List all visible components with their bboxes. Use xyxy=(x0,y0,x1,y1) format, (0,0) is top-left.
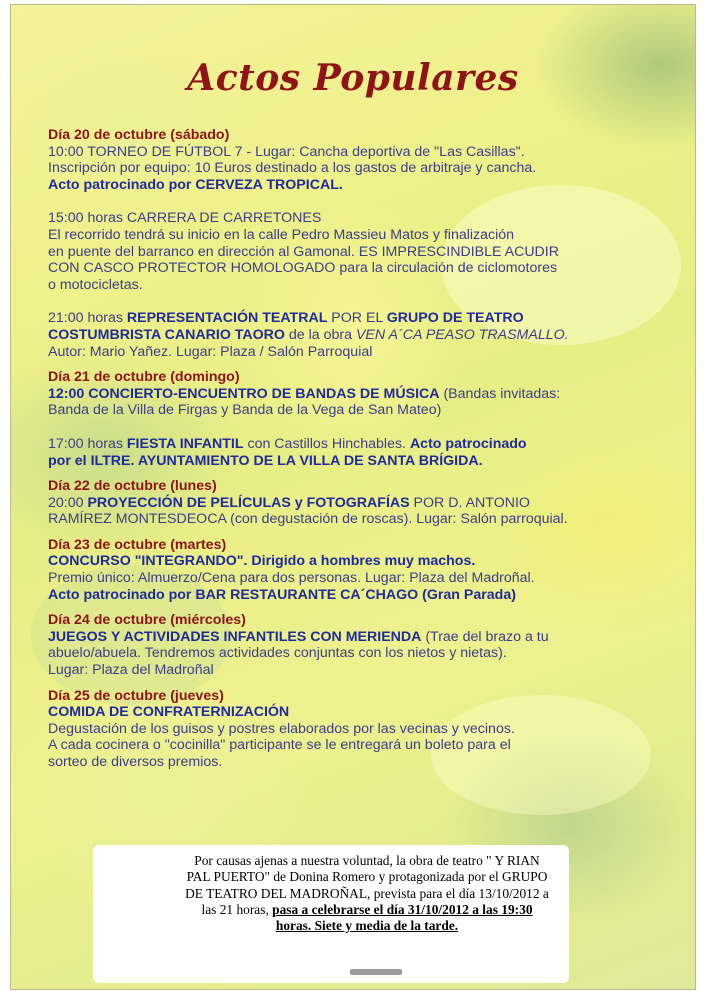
event-text: CONCURSO "INTEGRANDO". Dirigido a hombres muy machos. xyxy=(48,553,476,570)
day-25-heading: Día 25 de octubre (jueves) xyxy=(48,687,224,704)
event-text: 21:00 horas REPRESENTACIÓN TEATRAL POR EL GRUPO DE TEATRO xyxy=(48,310,524,327)
notice-text xyxy=(183,853,551,934)
event-text: A cada cocinera o "cocinilla" participante se le entregará un boleto para el xyxy=(48,737,511,754)
event-text: 10:00 TORNEO DE FÚTBOL 7 - Lugar: Cancha deportiva de "Las Casillas". xyxy=(48,143,525,160)
event-text: 12:00 CONCIERTO-ENCUENTRO DE BANDAS DE MÚSICA (Bandas invitadas: xyxy=(48,385,561,402)
event-text: CON CASCO PROTECTOR HOMOLOGADO para la circulación de ciclomotores xyxy=(48,260,558,277)
events-list xyxy=(48,127,658,771)
event-text: abuelo/abuela. Tendremos actividades conjuntas con los nietos y nietas). xyxy=(48,645,507,662)
page-title: Actos Populares xyxy=(187,57,519,99)
day-20-heading: Día 20 de octubre (sábado) xyxy=(48,127,230,143)
event-text: Inscripción por equipo: 10 Euros destinado a los gastos de arbitraje y cancha. xyxy=(48,160,537,177)
sponsor-text: por el ILTRE. AYUNTAMIENTO DE LA VILLA DE SANTA BRÍGIDA. xyxy=(48,452,483,469)
event-text: Autor: Mario Yañez. Lugar: Plaza / Salón Parroquial xyxy=(48,343,373,360)
poster-page xyxy=(10,4,696,990)
binder-tab xyxy=(350,969,402,975)
sponsor-text: Acto patrocinado por CERVEZA TROPICAL. xyxy=(48,176,343,193)
event-text: Banda de la Villa de Firgas y Banda de la Vega de San Mateo) xyxy=(48,402,442,419)
event-text: COMIDA DE CONFRATERNIZACIÓN xyxy=(48,704,290,721)
event-text: en puente del barranco en dirección al Gamonal. ES IMPRESCINDIBLE ACUDIR xyxy=(48,243,559,260)
event-text: 17:00 horas FIESTA INFANTIL con Castillos Hinchables. Acto patrocinado xyxy=(48,435,527,452)
sponsor-text: Acto patrocinado por BAR RESTAURANTE CA´CHAGO (Gran Parada) xyxy=(48,586,516,603)
notice-paragraph: Por causas ajenas a nuestra voluntad, la obra de teatro " Y RIAN PAL PUERTO" de Donina Romero y protagonizada por el GRUPO DE TEATRO DEL MADROÑAL, prevista para el día 13/10/2012 a las 21 horas, xyxy=(185,853,549,917)
notice-emphasis: pasa a celebrarse el día 31/10/2012 a las 19:30 horas. Siete y media de la tarde. xyxy=(272,901,533,934)
event-text: Lugar: Plaza del Madroñal xyxy=(48,662,214,679)
event-text: 15:00 horas CARRERA DE CARRETONES xyxy=(48,210,322,227)
event-emphasis: CON CASCO PROTECTOR HOMOLOGADO xyxy=(48,260,336,277)
event-text: 20:00 PROYECCIÓN DE PELÍCULAS y FOTOGRAFÍAS POR D. ANTONIO xyxy=(48,494,530,511)
event-text: o motocicletas. xyxy=(48,276,143,293)
day-21-heading: Día 21 de octubre (domingo) xyxy=(48,369,240,386)
event-text: sorteo de diversos premios. xyxy=(48,754,223,770)
event-text: Premio único: Almuerzo/Cena para dos personas. Lugar: Plaza del Madroñal. xyxy=(48,570,535,587)
day-24-heading: Día 24 de octubre (miércoles) xyxy=(48,612,246,629)
event-text: RAMÍREZ MONTESDEOCA (con degustación de roscas). Lugar: Salón parroquial. xyxy=(48,511,568,528)
event-text: Degustación de los guisos y postres elaborados por las vecinas y vecinos. xyxy=(48,720,515,737)
day-23-heading: Día 23 de octubre (martes) xyxy=(48,536,227,553)
day-22-heading: Día 22 de octubre (lunes) xyxy=(48,478,217,495)
event-text: JUEGOS Y ACTIVIDADES INFANTILES CON MERIENDA (Trae del brazo a tu xyxy=(48,628,549,645)
event-text: COSTUMBRISTA CANARIO TAORO de la obra VEN A´CA PEASO TRASMALLO. xyxy=(48,326,569,343)
event-text: El recorrido tendrá su inicio en la calle Pedro Massieu Matos y finalización xyxy=(48,226,515,243)
